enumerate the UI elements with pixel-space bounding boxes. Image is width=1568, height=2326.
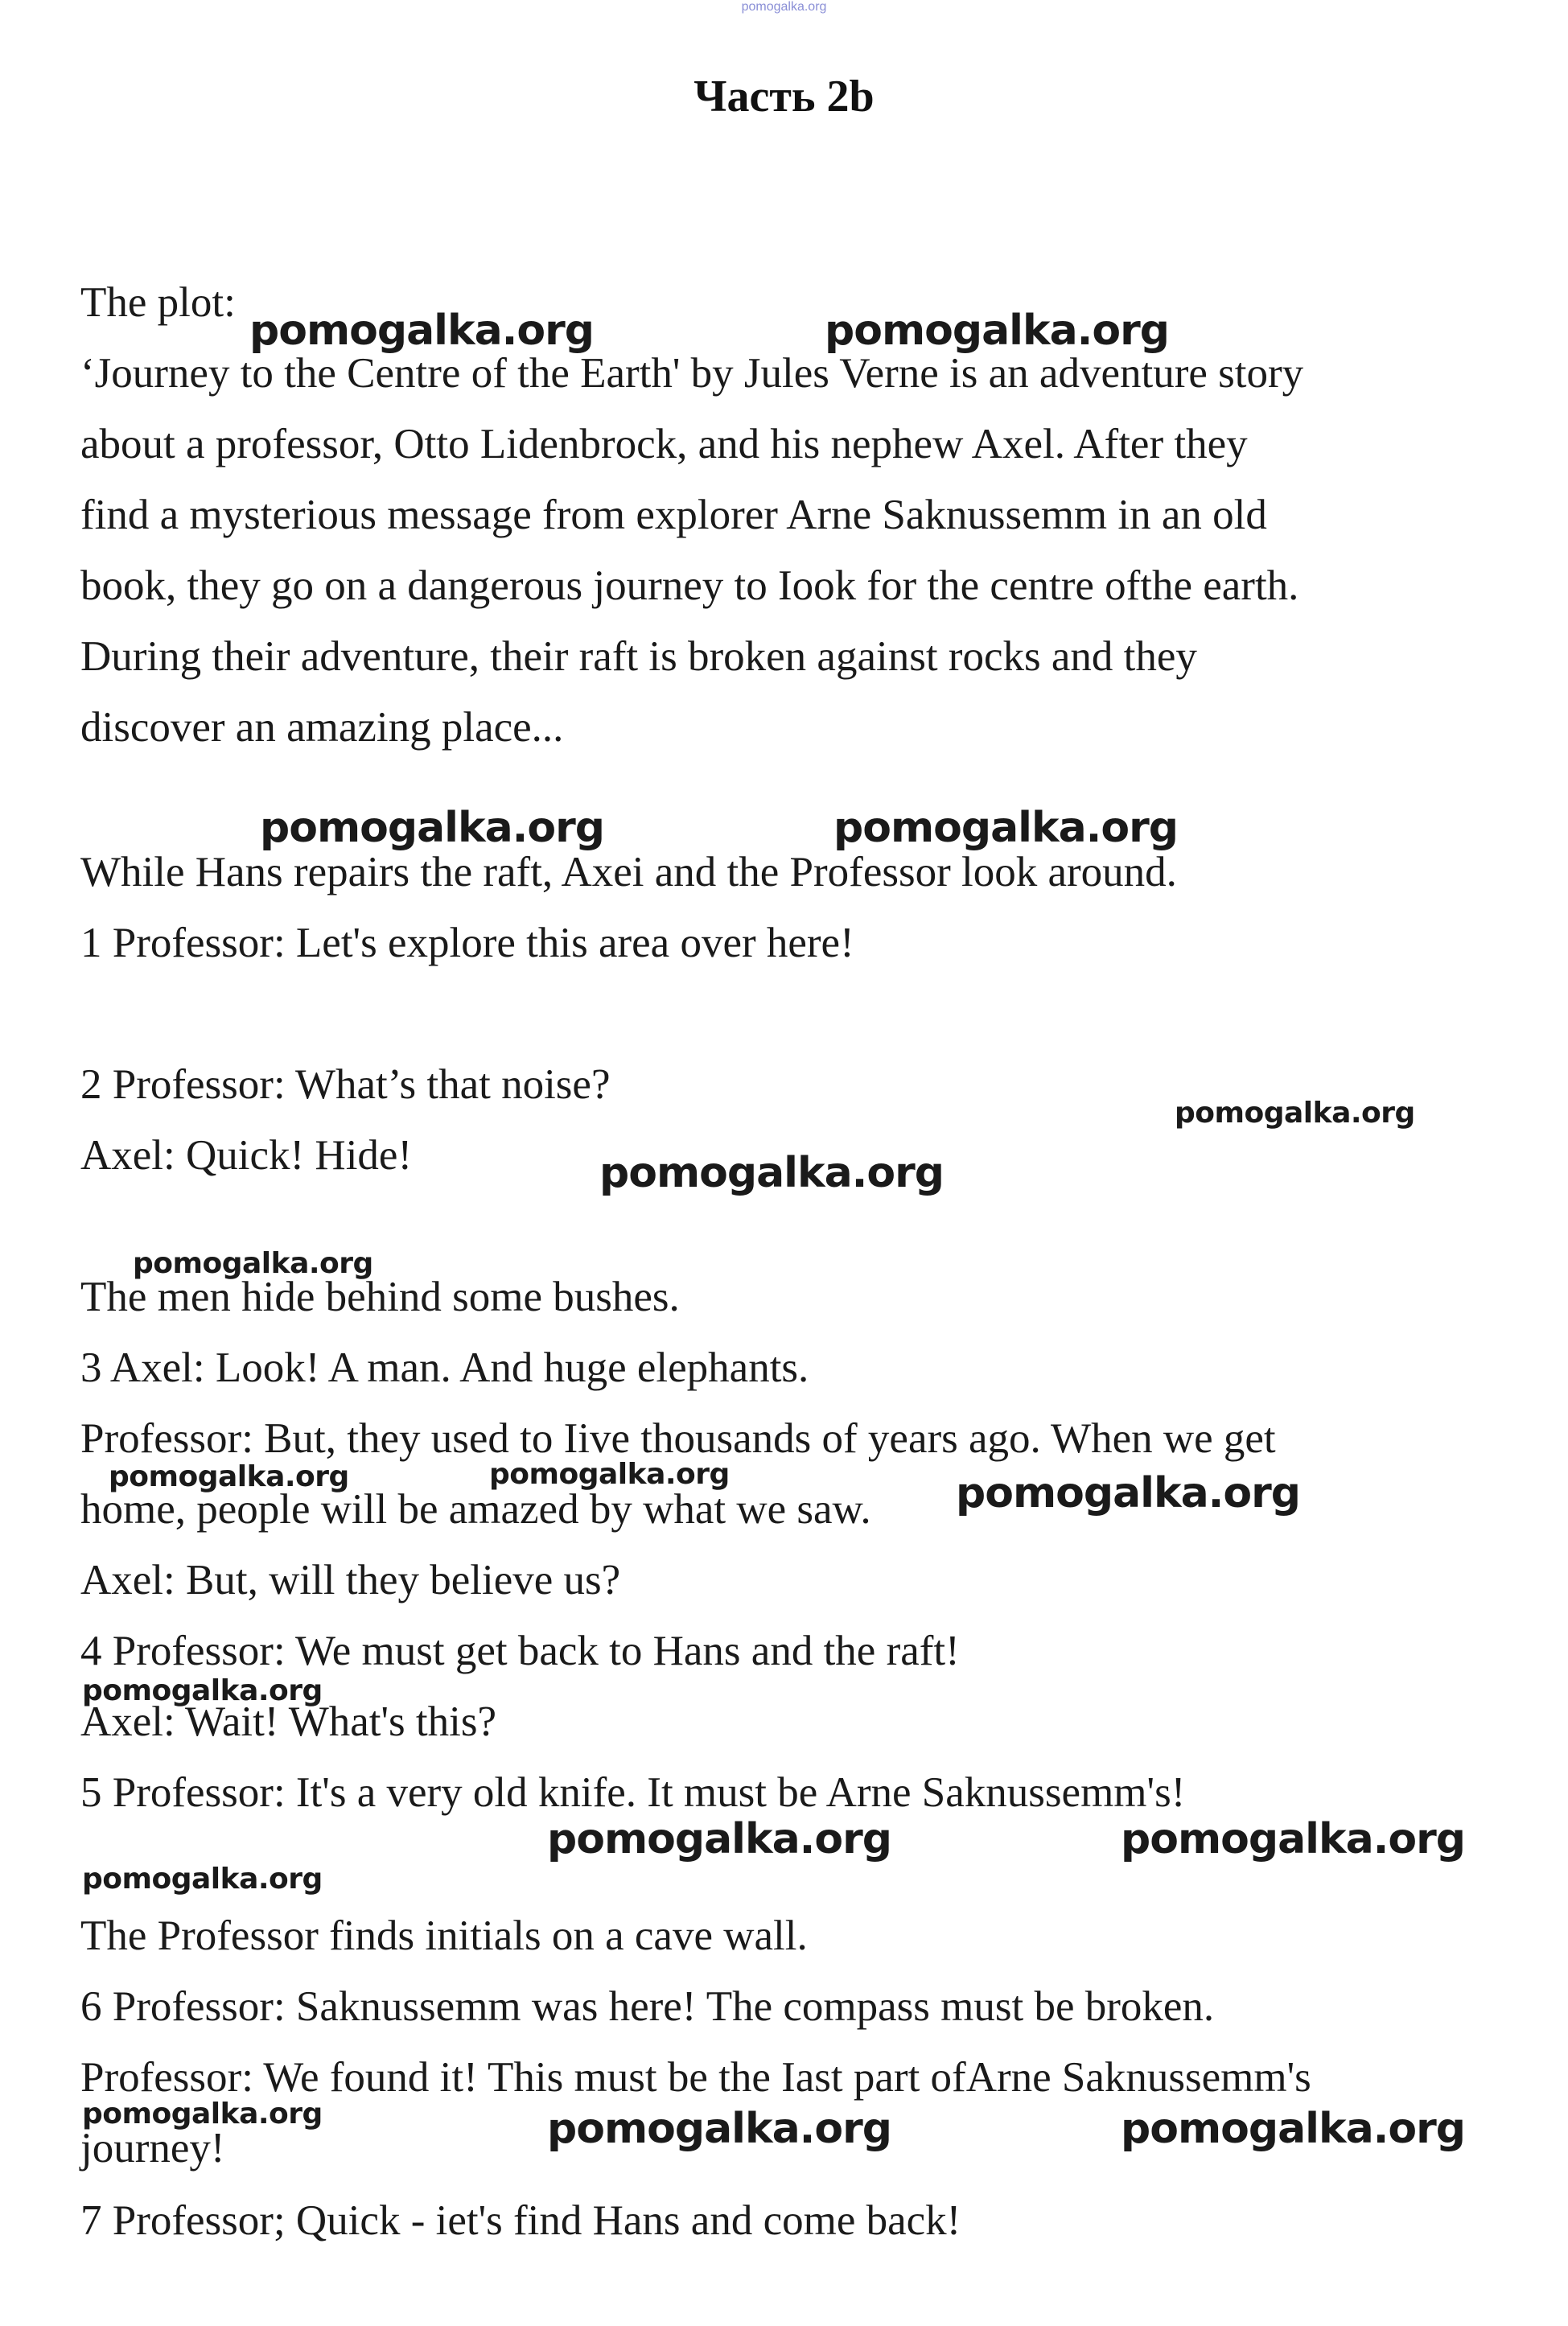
header-watermark: pomogalka.org xyxy=(741,0,827,14)
watermark: pomogalka.org xyxy=(1175,1097,1415,1130)
watermark: pomogalka.org xyxy=(599,1149,945,1197)
story-line-8: home, people will be amazed by what we saw. xyxy=(80,1486,871,1533)
plot-line-4: book, they go on a dangerous journey to Iook for the centre ofthe earth. xyxy=(80,562,1299,609)
story-line-6: 3 Axel: Look! A man. And huge elephants. xyxy=(80,1344,809,1391)
story-line-1: While Hans repairs the raft, Axei and the Professor look around. xyxy=(80,849,1177,895)
watermark: pomogalka.org xyxy=(82,2098,323,2130)
watermark: pomogalka.org xyxy=(1121,2105,1466,2153)
story-line-13: The Professor finds initials on a cave wall. xyxy=(80,1912,808,1959)
watermark: pomogalka.org xyxy=(956,1469,1301,1517)
plot-line-3: find a mysterious message from explorer Arne Saknussemm in an old xyxy=(80,492,1267,538)
plot-line-5: During their adventure, their raft is broken against rocks and they xyxy=(80,633,1197,680)
watermark: pomogalka.org xyxy=(547,1815,892,1863)
watermark: pomogalka.org xyxy=(825,307,1170,355)
story-line-9: Axel: But, will they believe us? xyxy=(80,1557,621,1603)
watermark: pomogalka.org xyxy=(82,1863,323,1896)
watermark: pomogalka.org xyxy=(833,804,1179,852)
story-line-3: 2 Professor: What’s that noise? xyxy=(80,1061,611,1108)
plot-line-1: ‘Journey to the Centre of the Earth' by Jules Verne is an adventure story xyxy=(80,350,1304,397)
plot-label: The plot: xyxy=(80,279,236,326)
story-line-11: Axel: Wait! What's this? xyxy=(80,1698,497,1745)
story-line-5: The men hide behind some bushes. xyxy=(80,1274,680,1320)
watermark: pomogalka.org xyxy=(249,307,595,355)
story-line-7: Professor: But, they used to Iive thousands of years ago. When we get xyxy=(80,1415,1276,1462)
plot-line-6: discover an amazing place... xyxy=(80,704,564,751)
story-line-16: journey! xyxy=(80,2125,225,2172)
plot-line-2: about a professor, Otto Lidenbrock, and his nephew Axel. After they xyxy=(80,421,1248,467)
watermark: pomogalka.org xyxy=(260,804,605,852)
page-title: Часть 2b xyxy=(693,72,875,121)
watermark: pomogalka.org xyxy=(109,1460,349,1493)
story-line-15: Professor: We found it! This must be the Iast part ofArne Saknussemm's xyxy=(80,2054,1311,2101)
story-line-12: 5 Professor: It's a very old knife. It must be Arne Saknussemm's! xyxy=(80,1769,1186,1816)
watermark: pomogalka.org xyxy=(82,1674,323,1707)
story-line-10: 4 Professor: We must get back to Hans and the raft! xyxy=(80,1628,960,1674)
story-line-2: 1 Professor: Let's explore this area over here! xyxy=(80,920,854,966)
story-line-4: Axel: Quick! Hide! xyxy=(80,1132,413,1179)
watermark: pomogalka.org xyxy=(133,1247,373,1280)
story-line-17: 7 Professor; Quick - iet's find Hans and come back! xyxy=(80,2197,961,2244)
watermark: pomogalka.org xyxy=(547,2105,892,2153)
watermark: pomogalka.org xyxy=(489,1458,730,1491)
story-line-14: 6 Professor: Saknussemm was here! The compass must be broken. xyxy=(80,1983,1215,2030)
watermark: pomogalka.org xyxy=(1121,1815,1466,1863)
